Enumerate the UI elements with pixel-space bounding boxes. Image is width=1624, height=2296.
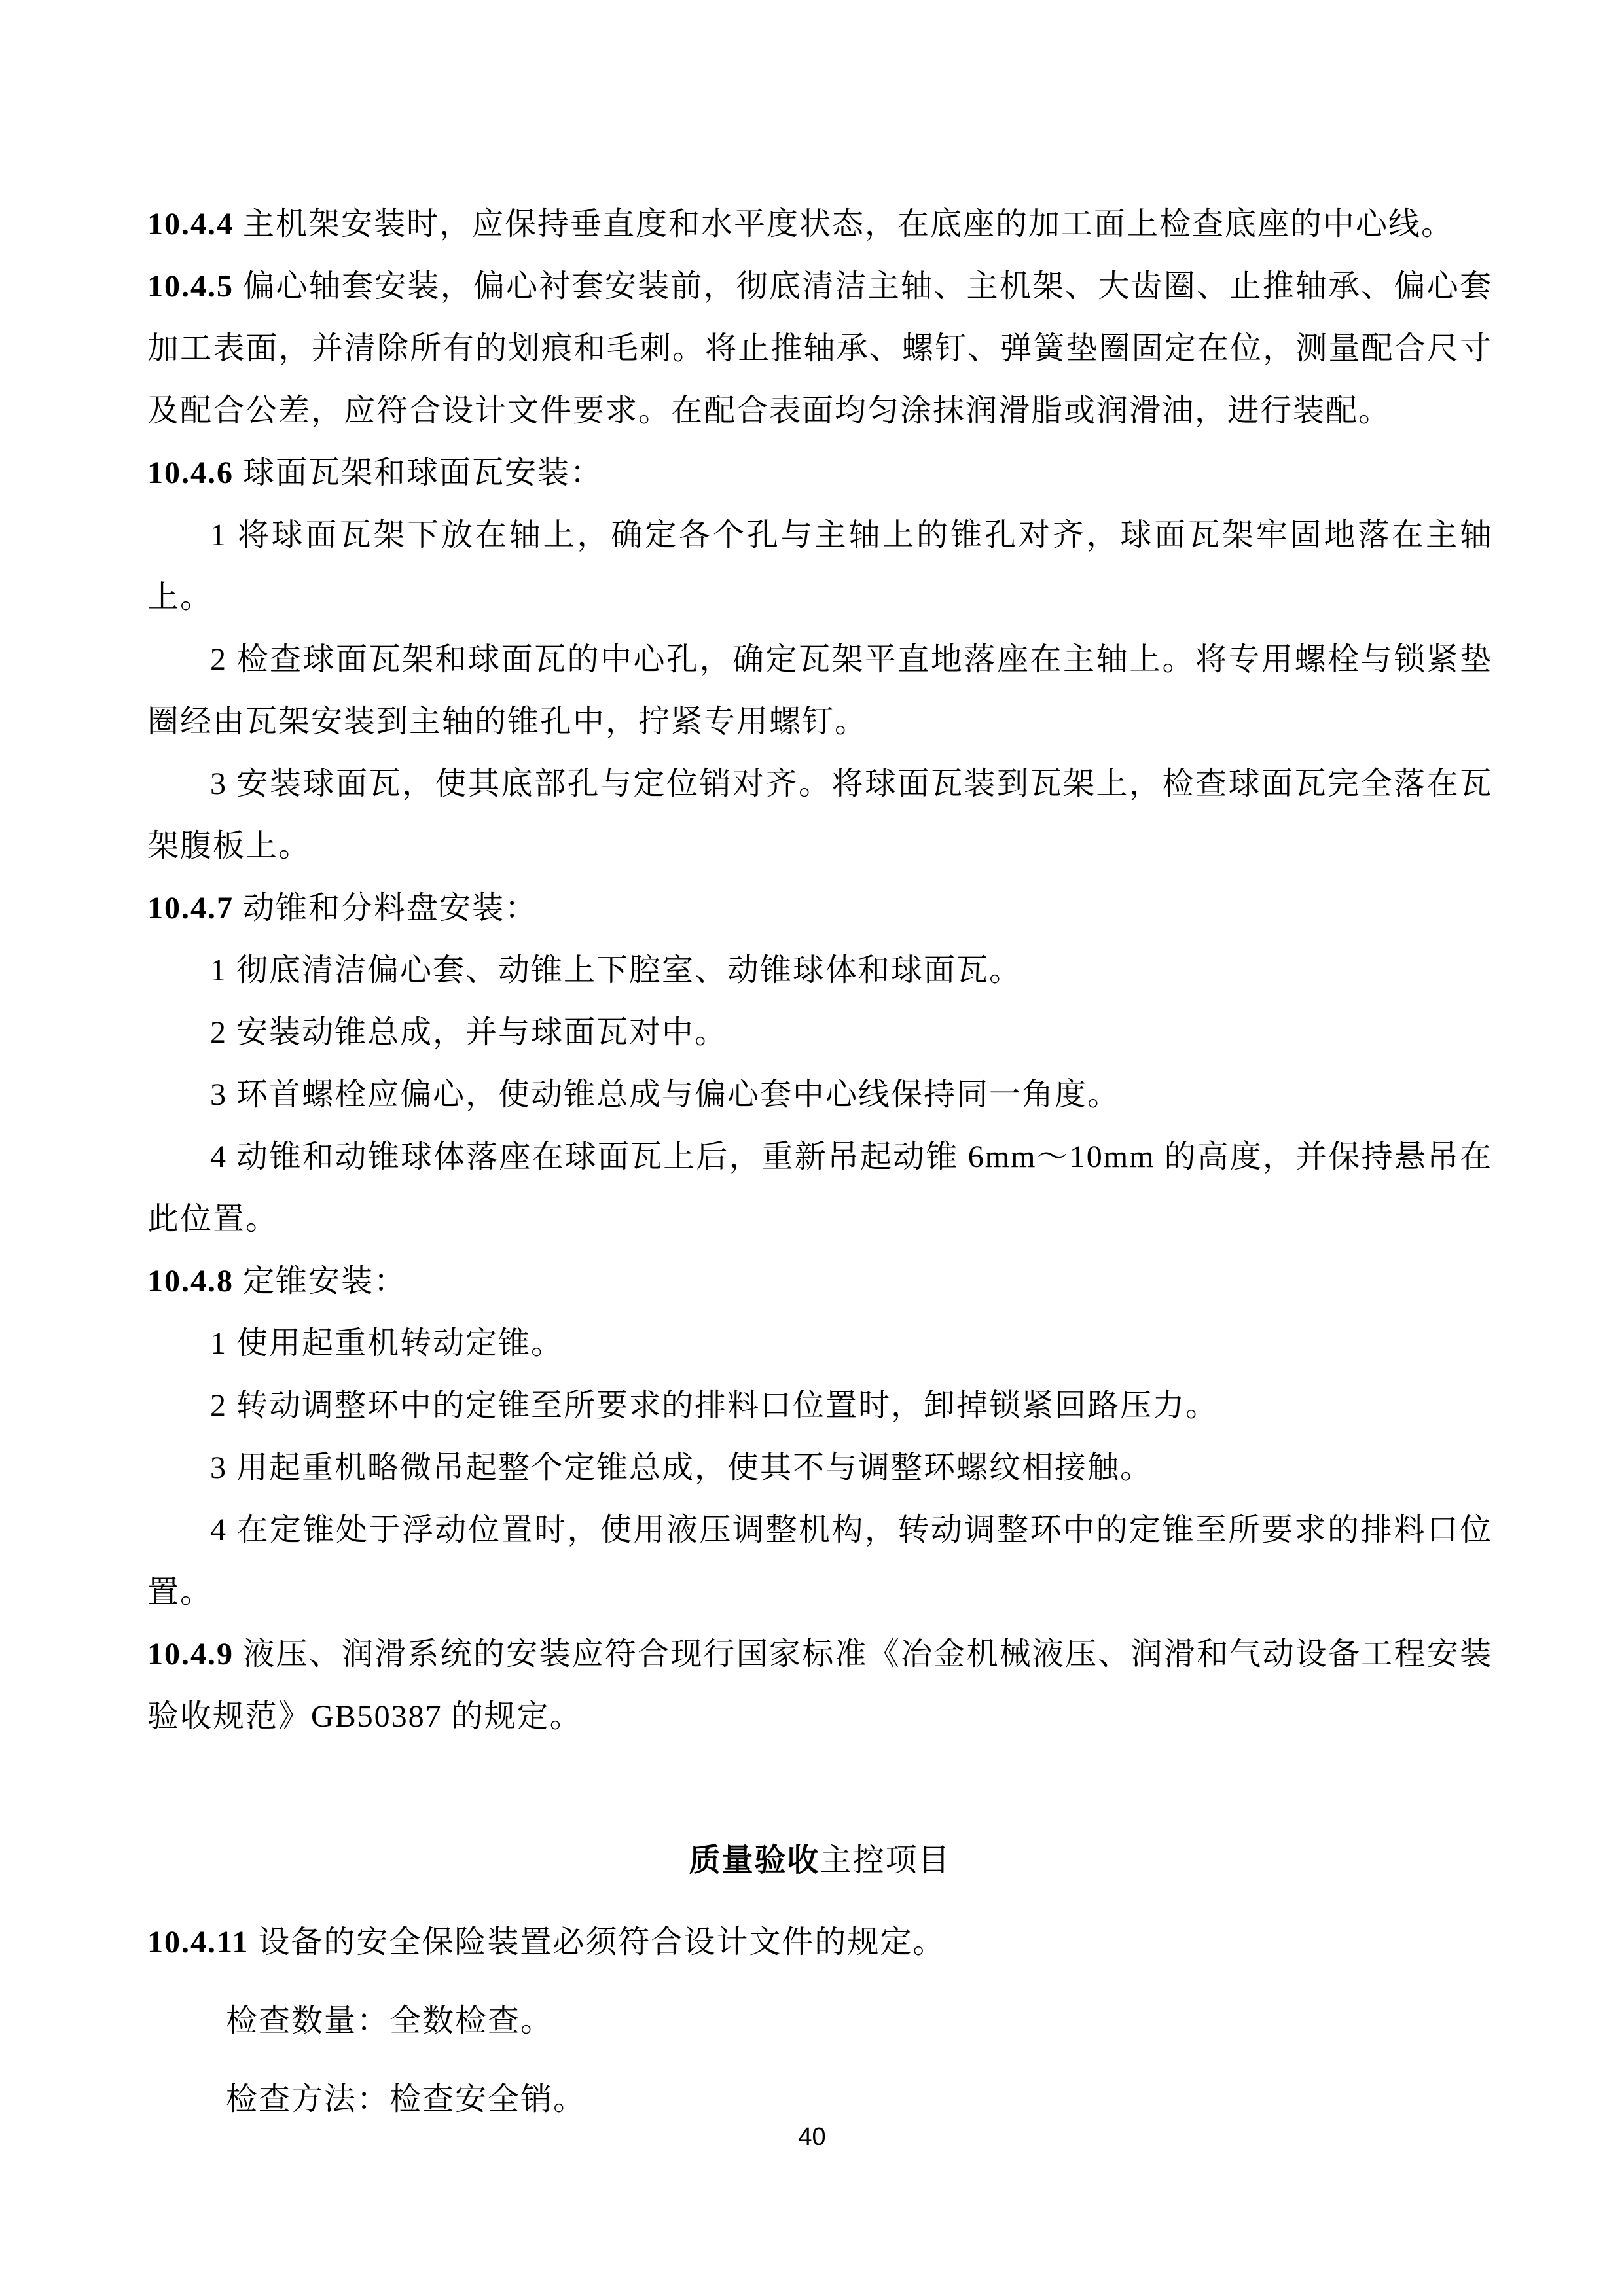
page-content bbox=[147, 193, 1492, 2130]
clause-10-4-11 bbox=[147, 1911, 1492, 1973]
clause-10-4-9 bbox=[147, 1623, 1492, 1748]
clause-text: 定锥安装： bbox=[243, 1264, 407, 1299]
list-item bbox=[147, 939, 1492, 1001]
list-item bbox=[147, 504, 1492, 628]
section-heading bbox=[147, 1829, 1492, 1892]
item-number: 4 bbox=[210, 1513, 227, 1547]
item-text: 将球面瓦架下放在轴上，确定各个孔与主轴上的锥孔对齐，球面瓦架牢固地落在主轴上。 bbox=[147, 518, 1492, 615]
item-text: 用起重机略微吊起整个定锥总成，使其不与调整环螺纹相接触。 bbox=[236, 1450, 1153, 1485]
item-number: 4 bbox=[210, 1139, 227, 1174]
item-text: 彻底清洁偏心套、动锥上下腔室、动锥球体和球面瓦。 bbox=[236, 953, 1022, 988]
list-item bbox=[147, 1001, 1492, 1064]
item-number: 1 bbox=[210, 1326, 227, 1361]
list-item bbox=[147, 1437, 1492, 1499]
clause-text: 液压、润滑系统的安装应符合现行国家标准《冶金机械液压、润滑和气动设备工程安装验收规范》GB50387 的规定。 bbox=[147, 1637, 1493, 1734]
item-text: 安装动锥总成，并与球面瓦对中。 bbox=[236, 1015, 728, 1050]
clause-10-4-7 bbox=[147, 877, 1492, 939]
clause-text: 动锥和分料盘安装： bbox=[243, 891, 538, 925]
clause-10-4-6 bbox=[147, 442, 1492, 504]
check-method-line: 检查方法：检查安全销。 bbox=[226, 2082, 586, 2117]
clause-10-4-5 bbox=[147, 255, 1492, 442]
item-number: 2 bbox=[210, 1388, 227, 1423]
clause-number: 10.4.9 bbox=[147, 1637, 234, 1672]
clause-text: 主机架安装时，应保持垂直度和水平度状态，在底座的加工面上检查底座的中心线。 bbox=[243, 207, 1454, 242]
list-item bbox=[147, 753, 1492, 877]
clause-number: 10.4.11 bbox=[147, 1925, 249, 1960]
clause-number: 10.4.8 bbox=[147, 1264, 234, 1299]
item-text: 检查球面瓦架和球面瓦的中心孔，确定瓦架平直地落座在主轴上。将专用螺栓与锁紧垫圈经由瓦架安装到主轴的锥孔中，拧紧专用螺钉。 bbox=[147, 642, 1492, 739]
item-text: 动锥和动锥球体落座在球面瓦上后，重新吊起动锥 6mm～10mm 的高度，并保持悬吊在此位置。 bbox=[147, 1139, 1493, 1236]
clause-number: 10.4.7 bbox=[147, 891, 234, 925]
heading-regular-part: 主控项目 bbox=[820, 1843, 951, 1878]
item-text: 在定锥处于浮动位置时，使用液压调整机构，转动调整环中的定锥至所要求的排料口位置。 bbox=[147, 1513, 1492, 1609]
list-item bbox=[147, 1064, 1492, 1126]
item-number: 3 bbox=[210, 1077, 227, 1112]
check-quantity-line: 检查数量：全数检查。 bbox=[226, 2003, 554, 2038]
clause-text: 偏心轴套安装，偏心衬套安装前，彻底清洁主轴、主机架、大齿圈、止推轴承、偏心套加工表面，并清除所有的划痕和毛刺。将止推轴承、螺钉、弹簧垫圈固定在位，测量配合尺寸及配合公差，应符合设计文件要求。在配合表面均匀涂抹润滑脂或润滑油，进行装配。 bbox=[147, 269, 1493, 428]
item-text: 安装球面瓦，使其底部孔与定位销对齐。将球面瓦装到瓦架上，检查球面瓦完全落在瓦架腹板上。 bbox=[147, 766, 1492, 863]
item-number: 1 bbox=[210, 953, 227, 988]
item-number: 2 bbox=[210, 642, 227, 677]
item-number: 3 bbox=[210, 1450, 227, 1485]
list-item bbox=[147, 1312, 1492, 1374]
clause-text: 设备的安全保险装置必须符合设计文件的规定。 bbox=[258, 1925, 946, 1960]
item-number: 1 bbox=[210, 518, 227, 552]
list-item bbox=[147, 1374, 1492, 1437]
item-number: 3 bbox=[210, 766, 227, 801]
heading-bold-part: 质量验收 bbox=[689, 1843, 820, 1878]
item-number: 2 bbox=[210, 1015, 227, 1050]
clause-10-4-8 bbox=[147, 1250, 1492, 1312]
clause-text: 球面瓦架和球面瓦安装： bbox=[243, 456, 604, 490]
list-item bbox=[147, 1499, 1492, 1623]
list-item bbox=[147, 1126, 1492, 1250]
clause-number: 10.4.4 bbox=[147, 207, 234, 242]
item-text: 使用起重机转动定锥。 bbox=[236, 1326, 564, 1361]
page-number: 40 bbox=[798, 2123, 826, 2151]
clause-10-4-4 bbox=[147, 193, 1492, 255]
item-text: 环首螺栓应偏心，使动锥总成与偏心套中心线保持同一角度。 bbox=[236, 1077, 1121, 1112]
list-item bbox=[147, 628, 1492, 753]
item-text: 转动调整环中的定锥至所要求的排料口位置时，卸掉锁紧回路压力。 bbox=[236, 1388, 1219, 1423]
clause-number: 10.4.5 bbox=[147, 269, 234, 304]
clause-number: 10.4.6 bbox=[147, 456, 234, 490]
